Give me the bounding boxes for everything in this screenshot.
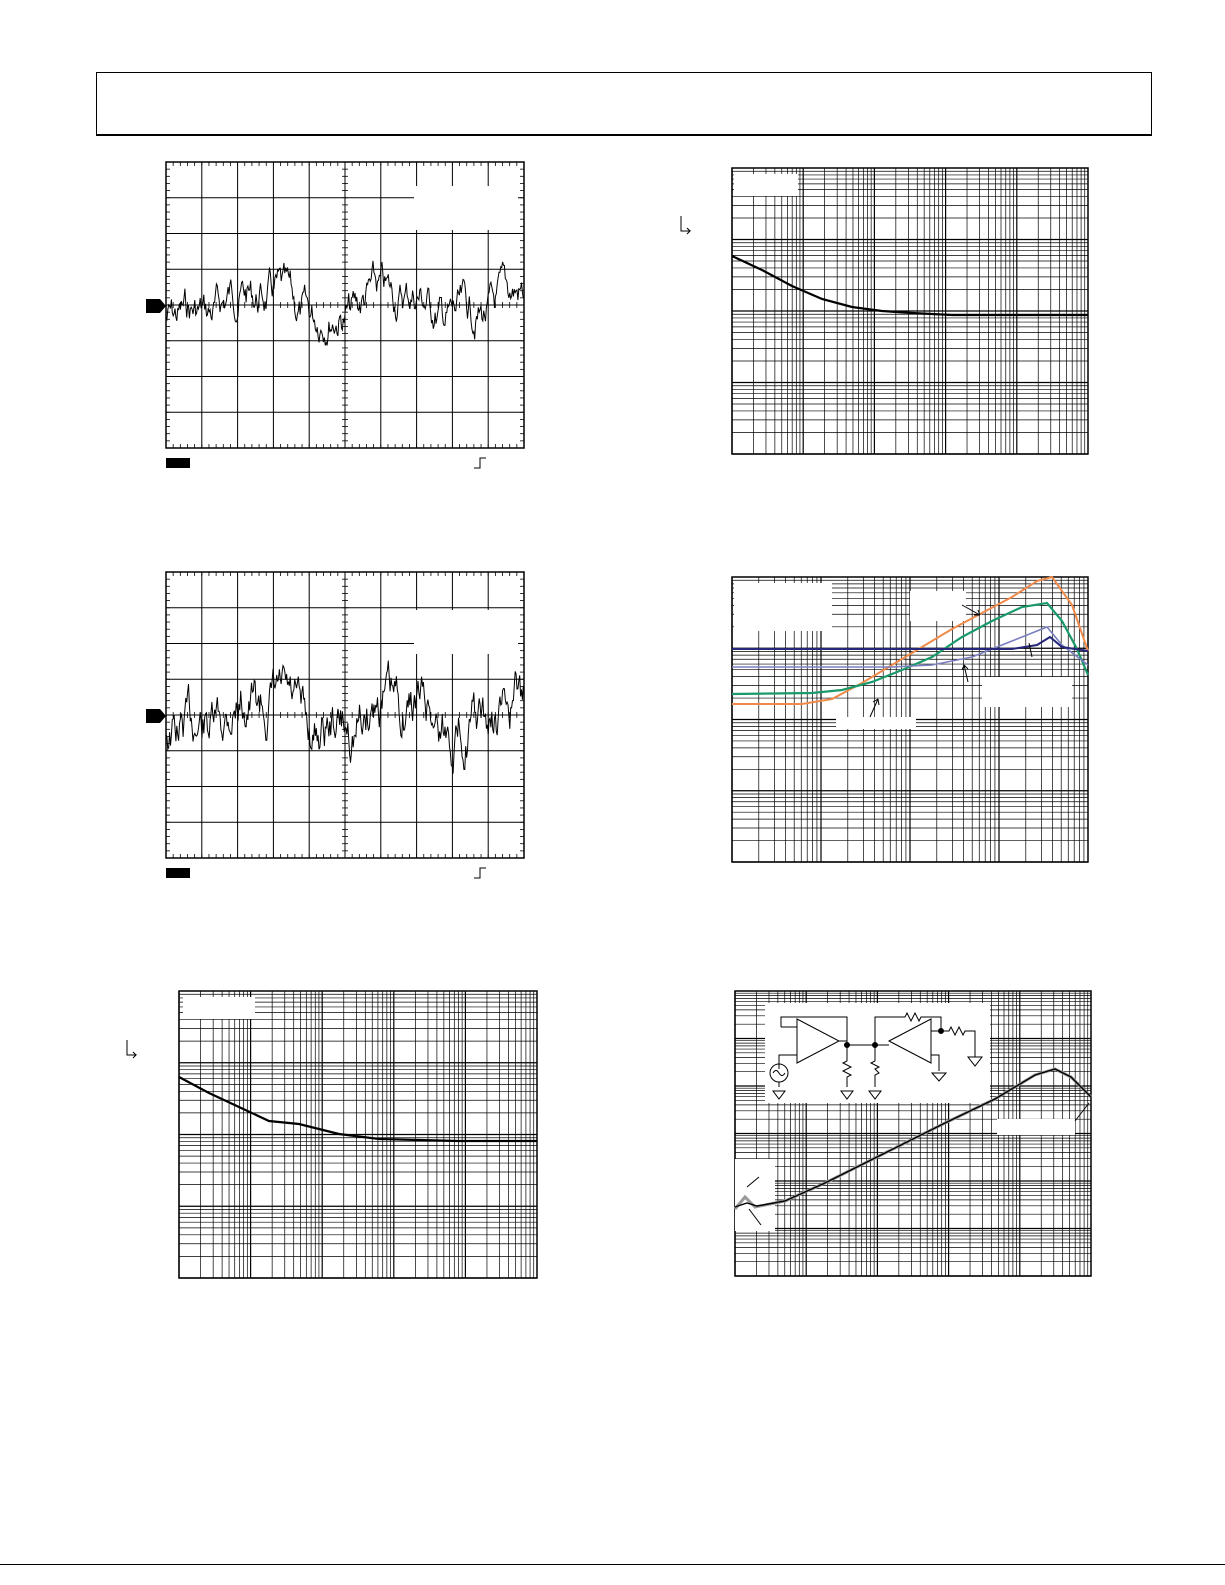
trigger-icon (474, 458, 486, 468)
ground-marker-2 (146, 709, 168, 723)
axis-arrow-icon (678, 214, 694, 236)
channel-label-box (166, 868, 190, 878)
annotation-box (414, 186, 518, 230)
log-plot-4 (735, 991, 1095, 1281)
annotation-box (734, 174, 798, 196)
scope-plot-2 (166, 572, 526, 862)
arrow-icon (1075, 1103, 1089, 1121)
annotation-box (836, 717, 916, 729)
axis-arrow-icon (124, 1038, 140, 1060)
channel-label-box (166, 458, 190, 468)
annotation-box (414, 610, 518, 654)
annotation-box (910, 591, 966, 621)
scope-plot-1 (166, 162, 526, 452)
curve (179, 1077, 537, 1141)
annotation-box (982, 677, 1072, 707)
page-header-box (96, 72, 1152, 136)
annotation-box (183, 997, 255, 1019)
curve (732, 256, 1088, 315)
log-plot-1 (732, 168, 1090, 456)
footer-rule (0, 1564, 1225, 1565)
annotation-box (735, 1159, 775, 1231)
log-plot-2 (732, 577, 1090, 865)
annotation-box (997, 1119, 1075, 1135)
trigger-icon (474, 868, 486, 878)
annotation-box (734, 583, 832, 631)
log-plot-3 (179, 991, 541, 1281)
ground-marker-1 (146, 299, 168, 313)
schematic-area (765, 1003, 990, 1103)
